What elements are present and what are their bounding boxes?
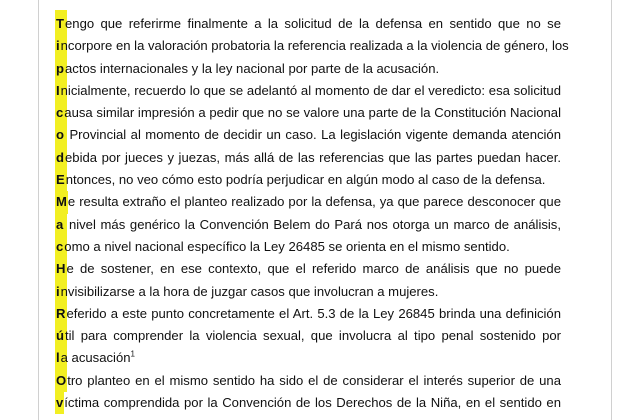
acrostic-letter: O bbox=[55, 370, 67, 392]
line-text: eferido a este punto concretamente el Art. 5.3 de la Ley 26845 brinda una definición bbox=[66, 305, 561, 321]
acrostic-letter: H bbox=[55, 258, 66, 280]
text-line bbox=[56, 236, 561, 258]
acrostic-letter: d bbox=[55, 147, 65, 169]
line-text: nvisibilizarse a la hora de juzgar casos que involucran a mujeres. bbox=[60, 283, 439, 299]
acrostic-letter: o bbox=[55, 124, 65, 146]
acrostic-letter: l bbox=[55, 347, 61, 369]
line-text: e de sostener, en ese contexto, que el referido marco de análisis que no puede bbox=[66, 261, 561, 277]
text-line bbox=[56, 58, 561, 80]
acrostic-letter: I bbox=[55, 80, 61, 102]
text-line bbox=[56, 102, 561, 124]
line-text: ausa similar impresión a pedir que no se valore una parte de la Constitución Nacional bbox=[64, 105, 561, 121]
text-line bbox=[56, 303, 561, 325]
text-line bbox=[56, 169, 561, 191]
line-text: nivel más genérico la Convención Belem do Pará nos otorga un marco de análisis, bbox=[64, 216, 561, 232]
acrostic-letter: E bbox=[55, 169, 66, 191]
text-line bbox=[56, 13, 561, 35]
text-line bbox=[56, 258, 561, 280]
text-line bbox=[56, 281, 561, 303]
acrostic-letter: R bbox=[55, 303, 66, 325]
text-line bbox=[56, 325, 561, 347]
acrostic-letter: i bbox=[55, 35, 61, 57]
line-text: ntonces, no veo cómo esto podría perjudicar en algún modo al caso de la defensa. bbox=[65, 172, 546, 188]
text-line bbox=[56, 35, 569, 57]
line-text: til para comprender la violencia sexual, que involucra al tipo penal sostenido por bbox=[65, 328, 561, 344]
line-text: ebida por jueces y juezas, más allá de las referencias que las partes puedan hacer. bbox=[65, 149, 561, 165]
text-line bbox=[56, 370, 561, 392]
acrostic-letter: a bbox=[55, 214, 64, 236]
acrostic-letter: M bbox=[55, 191, 68, 213]
acrostic-letter: c bbox=[55, 236, 64, 258]
text-line bbox=[56, 392, 561, 414]
line-text: nicialmente, recuerdo lo que se adelantó al momento de dar el veredicto: esa solicitud bbox=[60, 82, 561, 98]
text-line bbox=[56, 214, 561, 236]
acrostic-letter: T bbox=[55, 13, 65, 35]
text-line bbox=[56, 124, 561, 146]
line-text: actos internacionales y la ley nacional por parte de la acusación. bbox=[65, 60, 440, 76]
document-body bbox=[56, 13, 569, 414]
footnote-marker: 1 bbox=[130, 350, 135, 360]
text-line bbox=[56, 191, 561, 213]
acrostic-letter: v bbox=[55, 392, 64, 414]
line-text: a acusación bbox=[60, 350, 131, 366]
text-line bbox=[56, 347, 561, 369]
line-text: ncorpore en la valoración probatoria la referencia realizada a la violencia de género, los bbox=[60, 38, 569, 54]
acrostic-letter: ú bbox=[55, 325, 65, 347]
line-text: e resulta extraño el planteo realizado por la defensa, ya que parece desconocer que bbox=[67, 194, 561, 210]
acrostic-letter: i bbox=[55, 281, 61, 303]
line-text: omo a nivel nacional específico la Ley 26485 se orienta en el mismo sentido. bbox=[64, 238, 510, 254]
line-text: engo que referirme finalmente a la solicitud de la defensa en sentido que no se bbox=[65, 16, 561, 31]
line-text: Provincial al momento de decidir un caso. La legislación vigente demanda atención bbox=[65, 127, 561, 143]
text-line bbox=[56, 80, 561, 102]
line-text: tro planteo en el mismo sentido ha sido el de considerar el interés superior de una bbox=[67, 372, 561, 388]
acrostic-letter: p bbox=[55, 58, 65, 80]
acrostic-letter: c bbox=[55, 102, 64, 124]
line-text: íctima comprendida por la Convención de los Derechos de la Niña, en el sentido en bbox=[64, 395, 561, 411]
text-line bbox=[56, 147, 561, 169]
